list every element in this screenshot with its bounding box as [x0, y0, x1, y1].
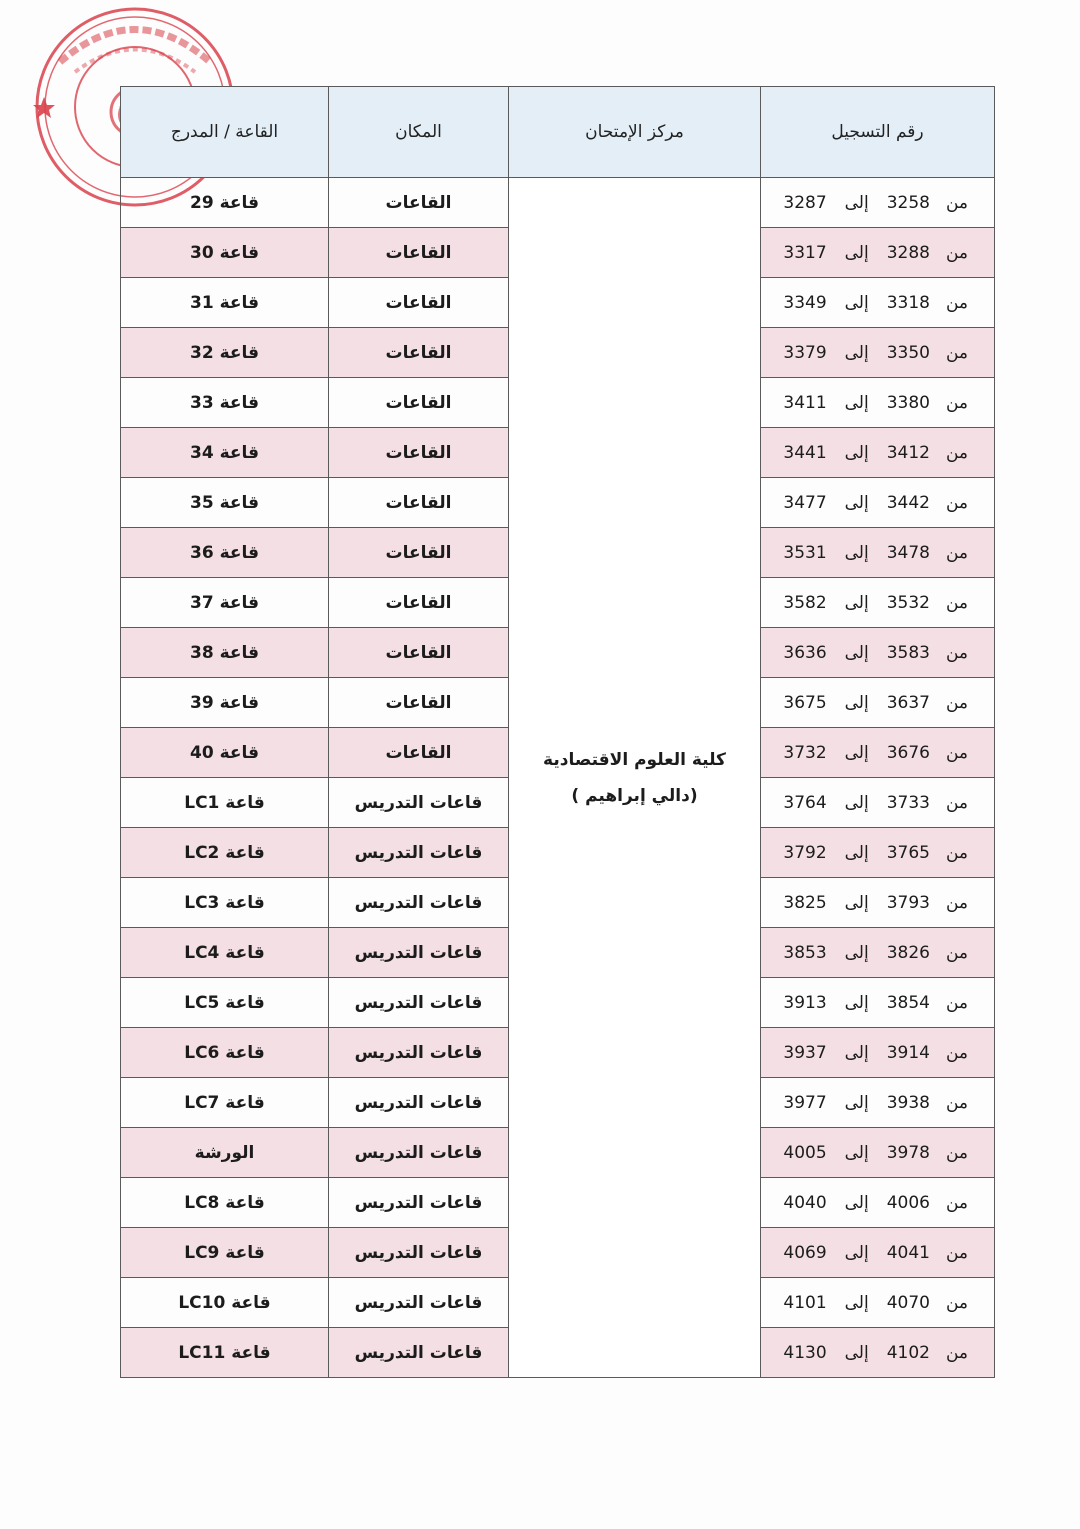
room-cell: قاعة LC2 — [121, 828, 329, 878]
place-cell: قاعات التدريس — [329, 928, 509, 978]
registration-from: 4070 — [886, 1292, 930, 1313]
room-cell: قاعة LC6 — [121, 1028, 329, 1078]
room-cell: قاعة 31 — [121, 278, 329, 328]
to-label: إلى — [844, 192, 869, 213]
from-label: من — [945, 342, 969, 363]
room-cell: قاعة LC8 — [121, 1178, 329, 1228]
registration-from: 4041 — [886, 1242, 930, 1263]
exam-center-location: (دالي إبراهيم ) — [571, 785, 698, 806]
header-place: المكان — [329, 87, 509, 178]
room-cell: قاعة LC7 — [121, 1078, 329, 1128]
registration-to: 3937 — [783, 1042, 827, 1063]
registration-from: 3978 — [886, 1142, 930, 1163]
registration-range-cell — [761, 578, 995, 628]
exam-schedule-table — [120, 86, 995, 1378]
to-label: إلى — [844, 1042, 869, 1063]
room-cell: قاعة 30 — [121, 228, 329, 278]
registration-to: 3825 — [783, 892, 827, 913]
registration-to: 3441 — [783, 442, 827, 463]
to-label: إلى — [844, 242, 869, 263]
from-label: من — [945, 942, 969, 963]
place-cell: القاعات — [329, 528, 509, 578]
registration-to: 3675 — [783, 692, 827, 713]
room-cell: قاعة 33 — [121, 378, 329, 428]
registration-to: 3977 — [783, 1092, 827, 1113]
to-label: إلى — [844, 792, 869, 813]
place-cell: القاعات — [329, 378, 509, 428]
registration-range-cell — [761, 928, 995, 978]
place-cell: القاعات — [329, 678, 509, 728]
room-cell: قاعة LC5 — [121, 978, 329, 1028]
room-cell: قاعة 37 — [121, 578, 329, 628]
registration-to: 3582 — [783, 592, 827, 613]
to-label: إلى — [844, 1292, 869, 1313]
from-label: من — [945, 1042, 969, 1063]
to-label: إلى — [844, 592, 869, 613]
place-cell: قاعات التدريس — [329, 878, 509, 928]
registration-from: 3765 — [886, 842, 930, 863]
registration-from: 4102 — [886, 1342, 930, 1363]
registration-from: 3793 — [886, 892, 930, 913]
registration-range-cell — [761, 478, 995, 528]
to-label: إلى — [844, 1092, 869, 1113]
registration-from: 3637 — [886, 692, 930, 713]
from-label: من — [945, 1142, 969, 1163]
registration-range-cell — [761, 1028, 995, 1078]
registration-range-cell — [761, 778, 995, 828]
registration-from: 3938 — [886, 1092, 930, 1113]
from-label: من — [945, 1292, 969, 1313]
place-cell: قاعات التدريس — [329, 1028, 509, 1078]
room-cell: قاعة LC10 — [121, 1278, 329, 1328]
place-cell: القاعات — [329, 628, 509, 678]
registration-to: 3732 — [783, 742, 827, 763]
to-label: إلى — [844, 942, 869, 963]
room-cell: الورشة — [121, 1128, 329, 1178]
room-cell: قاعة 38 — [121, 628, 329, 678]
place-cell: قاعات التدريس — [329, 1228, 509, 1278]
registration-range-cell — [761, 328, 995, 378]
registration-from: 3532 — [886, 592, 930, 613]
registration-range-cell — [761, 428, 995, 478]
registration-to: 3913 — [783, 992, 827, 1013]
from-label: من — [945, 992, 969, 1013]
to-label: إلى — [844, 692, 869, 713]
exam-center-name: كلية العلوم الاقتصادية — [543, 749, 726, 770]
place-cell: قاعات التدريس — [329, 1128, 509, 1178]
registration-range-cell — [761, 878, 995, 928]
place-cell: قاعات التدريس — [329, 778, 509, 828]
room-cell: قاعة 36 — [121, 528, 329, 578]
from-label: من — [945, 492, 969, 513]
registration-from: 4006 — [886, 1192, 930, 1213]
registration-range-cell — [761, 628, 995, 678]
to-label: إلى — [844, 642, 869, 663]
place-cell: القاعات — [329, 178, 509, 228]
to-label: إلى — [844, 992, 869, 1013]
place-cell: قاعات التدريس — [329, 978, 509, 1028]
room-cell: قاعة 34 — [121, 428, 329, 478]
from-label: من — [945, 1342, 969, 1363]
to-label: إلى — [844, 1192, 869, 1213]
registration-to: 3764 — [783, 792, 827, 813]
registration-to: 4005 — [783, 1142, 827, 1163]
table-header-row — [121, 87, 995, 178]
registration-to: 3317 — [783, 242, 827, 263]
registration-to: 3379 — [783, 342, 827, 363]
registration-range-cell — [761, 1128, 995, 1178]
room-cell: قاعة 35 — [121, 478, 329, 528]
registration-to: 3287 — [783, 192, 827, 213]
place-cell: قاعات التدريس — [329, 828, 509, 878]
registration-to: 4069 — [783, 1242, 827, 1263]
registration-from: 3350 — [886, 342, 930, 363]
to-label: إلى — [844, 1342, 869, 1363]
from-label: من — [945, 442, 969, 463]
registration-range-cell — [761, 1328, 995, 1378]
room-cell: قاعة LC4 — [121, 928, 329, 978]
to-label: إلى — [844, 442, 869, 463]
registration-from: 3288 — [886, 242, 930, 263]
registration-to: 3349 — [783, 292, 827, 313]
registration-from: 3380 — [886, 392, 930, 413]
registration-from: 3412 — [886, 442, 930, 463]
registration-to: 3636 — [783, 642, 827, 663]
from-label: من — [945, 892, 969, 913]
header-exam-center: مركز الإمتحان — [509, 87, 761, 178]
registration-range-cell — [761, 228, 995, 278]
from-label: من — [945, 392, 969, 413]
to-label: إلى — [844, 1142, 869, 1163]
registration-range-cell — [761, 1278, 995, 1328]
registration-from: 3318 — [886, 292, 930, 313]
exam-center-cell — [509, 178, 761, 1378]
from-label: من — [945, 542, 969, 563]
registration-from: 3854 — [886, 992, 930, 1013]
registration-to: 4101 — [783, 1292, 827, 1313]
from-label: من — [945, 642, 969, 663]
registration-to: 3792 — [783, 842, 827, 863]
to-label: إلى — [844, 542, 869, 563]
to-label: إلى — [844, 292, 869, 313]
registration-to: 4130 — [783, 1342, 827, 1363]
room-cell: قاعة LC1 — [121, 778, 329, 828]
from-label: من — [945, 842, 969, 863]
room-cell: قاعة LC3 — [121, 878, 329, 928]
from-label: من — [945, 292, 969, 313]
to-label: إلى — [844, 1242, 869, 1263]
place-cell: قاعات التدريس — [329, 1278, 509, 1328]
registration-range-cell — [761, 678, 995, 728]
from-label: من — [945, 242, 969, 263]
registration-to: 3531 — [783, 542, 827, 563]
place-cell: القاعات — [329, 228, 509, 278]
registration-to: 4040 — [783, 1192, 827, 1213]
place-cell: القاعات — [329, 728, 509, 778]
to-label: إلى — [844, 342, 869, 363]
registration-range-cell — [761, 978, 995, 1028]
registration-range-cell — [761, 1078, 995, 1128]
registration-range-cell — [761, 1178, 995, 1228]
place-cell: قاعات التدريس — [329, 1178, 509, 1228]
place-cell: القاعات — [329, 278, 509, 328]
room-cell: قاعة LC11 — [121, 1328, 329, 1378]
from-label: من — [945, 592, 969, 613]
from-label: من — [945, 1242, 969, 1263]
room-cell: قاعة 40 — [121, 728, 329, 778]
registration-to: 3853 — [783, 942, 827, 963]
registration-to: 3477 — [783, 492, 827, 513]
table-row — [121, 178, 995, 228]
from-label: من — [945, 792, 969, 813]
to-label: إلى — [844, 492, 869, 513]
registration-from: 3258 — [886, 192, 930, 213]
registration-from: 3826 — [886, 942, 930, 963]
place-cell: القاعات — [329, 428, 509, 478]
from-label: من — [945, 692, 969, 713]
registration-to: 3411 — [783, 392, 827, 413]
place-cell: القاعات — [329, 478, 509, 528]
registration-range-cell — [761, 278, 995, 328]
registration-range-cell — [761, 828, 995, 878]
registration-range-cell — [761, 378, 995, 428]
from-label: من — [945, 1092, 969, 1113]
room-cell: قاعة 29 — [121, 178, 329, 228]
header-room: القاعة / المدرج — [121, 87, 329, 178]
from-label: من — [945, 742, 969, 763]
to-label: إلى — [844, 392, 869, 413]
registration-from: 3478 — [886, 542, 930, 563]
place-cell: قاعات التدريس — [329, 1078, 509, 1128]
place-cell: القاعات — [329, 578, 509, 628]
from-label: من — [945, 1192, 969, 1213]
registration-from: 3442 — [886, 492, 930, 513]
room-cell: قاعة 32 — [121, 328, 329, 378]
room-cell: قاعة 39 — [121, 678, 329, 728]
registration-from: 3676 — [886, 742, 930, 763]
place-cell: قاعات التدريس — [329, 1328, 509, 1378]
header-registration: رقم التسجيل — [761, 87, 995, 178]
registration-from: 3583 — [886, 642, 930, 663]
to-label: إلى — [844, 842, 869, 863]
to-label: إلى — [844, 892, 869, 913]
registration-range-cell — [761, 178, 995, 228]
table-body — [121, 178, 995, 1378]
registration-range-cell — [761, 528, 995, 578]
registration-from: 3914 — [886, 1042, 930, 1063]
room-cell: قاعة LC9 — [121, 1228, 329, 1278]
to-label: إلى — [844, 742, 869, 763]
registration-from: 3733 — [886, 792, 930, 813]
place-cell: القاعات — [329, 328, 509, 378]
from-label: من — [945, 192, 969, 213]
registration-range-cell — [761, 728, 995, 778]
registration-range-cell — [761, 1228, 995, 1278]
